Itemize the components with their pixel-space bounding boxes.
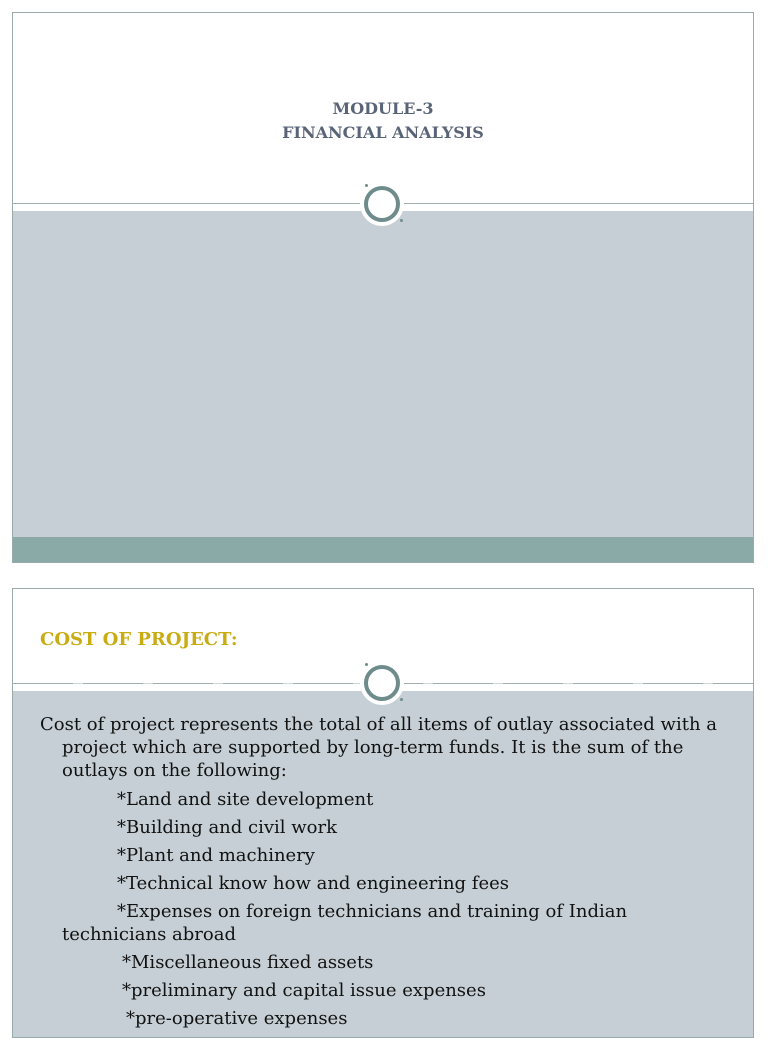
slide-title-text: FINANCIAL ANALYSIS [282,123,484,142]
ornament-dot-icon [400,219,403,222]
list-item: *Land and site development [117,789,374,810]
list-item: *Miscellaneous fixed assets [122,952,374,973]
ornament-dot-icon [365,663,368,666]
list-item: *Building and civil work [117,817,338,838]
module-label: MODULE-3 [332,99,434,118]
slide-title-header [13,13,753,206]
footer-band [13,537,753,563]
intro-paragraph: Cost of project represents the total of all items of outlay associated with a project which are supported by long-term funds. It is the sum of the outlays on the following: [40,714,717,781]
ornament-dot-icon [365,184,368,187]
ring-ornament-icon [364,186,400,222]
list-item: *Technical know how and engineering fees [117,873,509,894]
slide-heading: COST OF PROJECT: [40,629,238,650]
list-item: *Plant and machinery [117,845,315,866]
list-item: *preliminary and capital issue expenses [122,980,486,1001]
ring-ornament-icon [364,665,400,701]
list-item: *Expenses on foreign technicians and training of Indian technicians abroad [62,901,628,945]
content-panel [13,211,753,537]
ornament-dot-icon [400,698,403,701]
list-item: *pre-operative expenses [126,1008,348,1029]
slide-cost-of-project [12,588,754,1038]
slide-title [12,12,754,563]
body-text [40,713,730,1033]
